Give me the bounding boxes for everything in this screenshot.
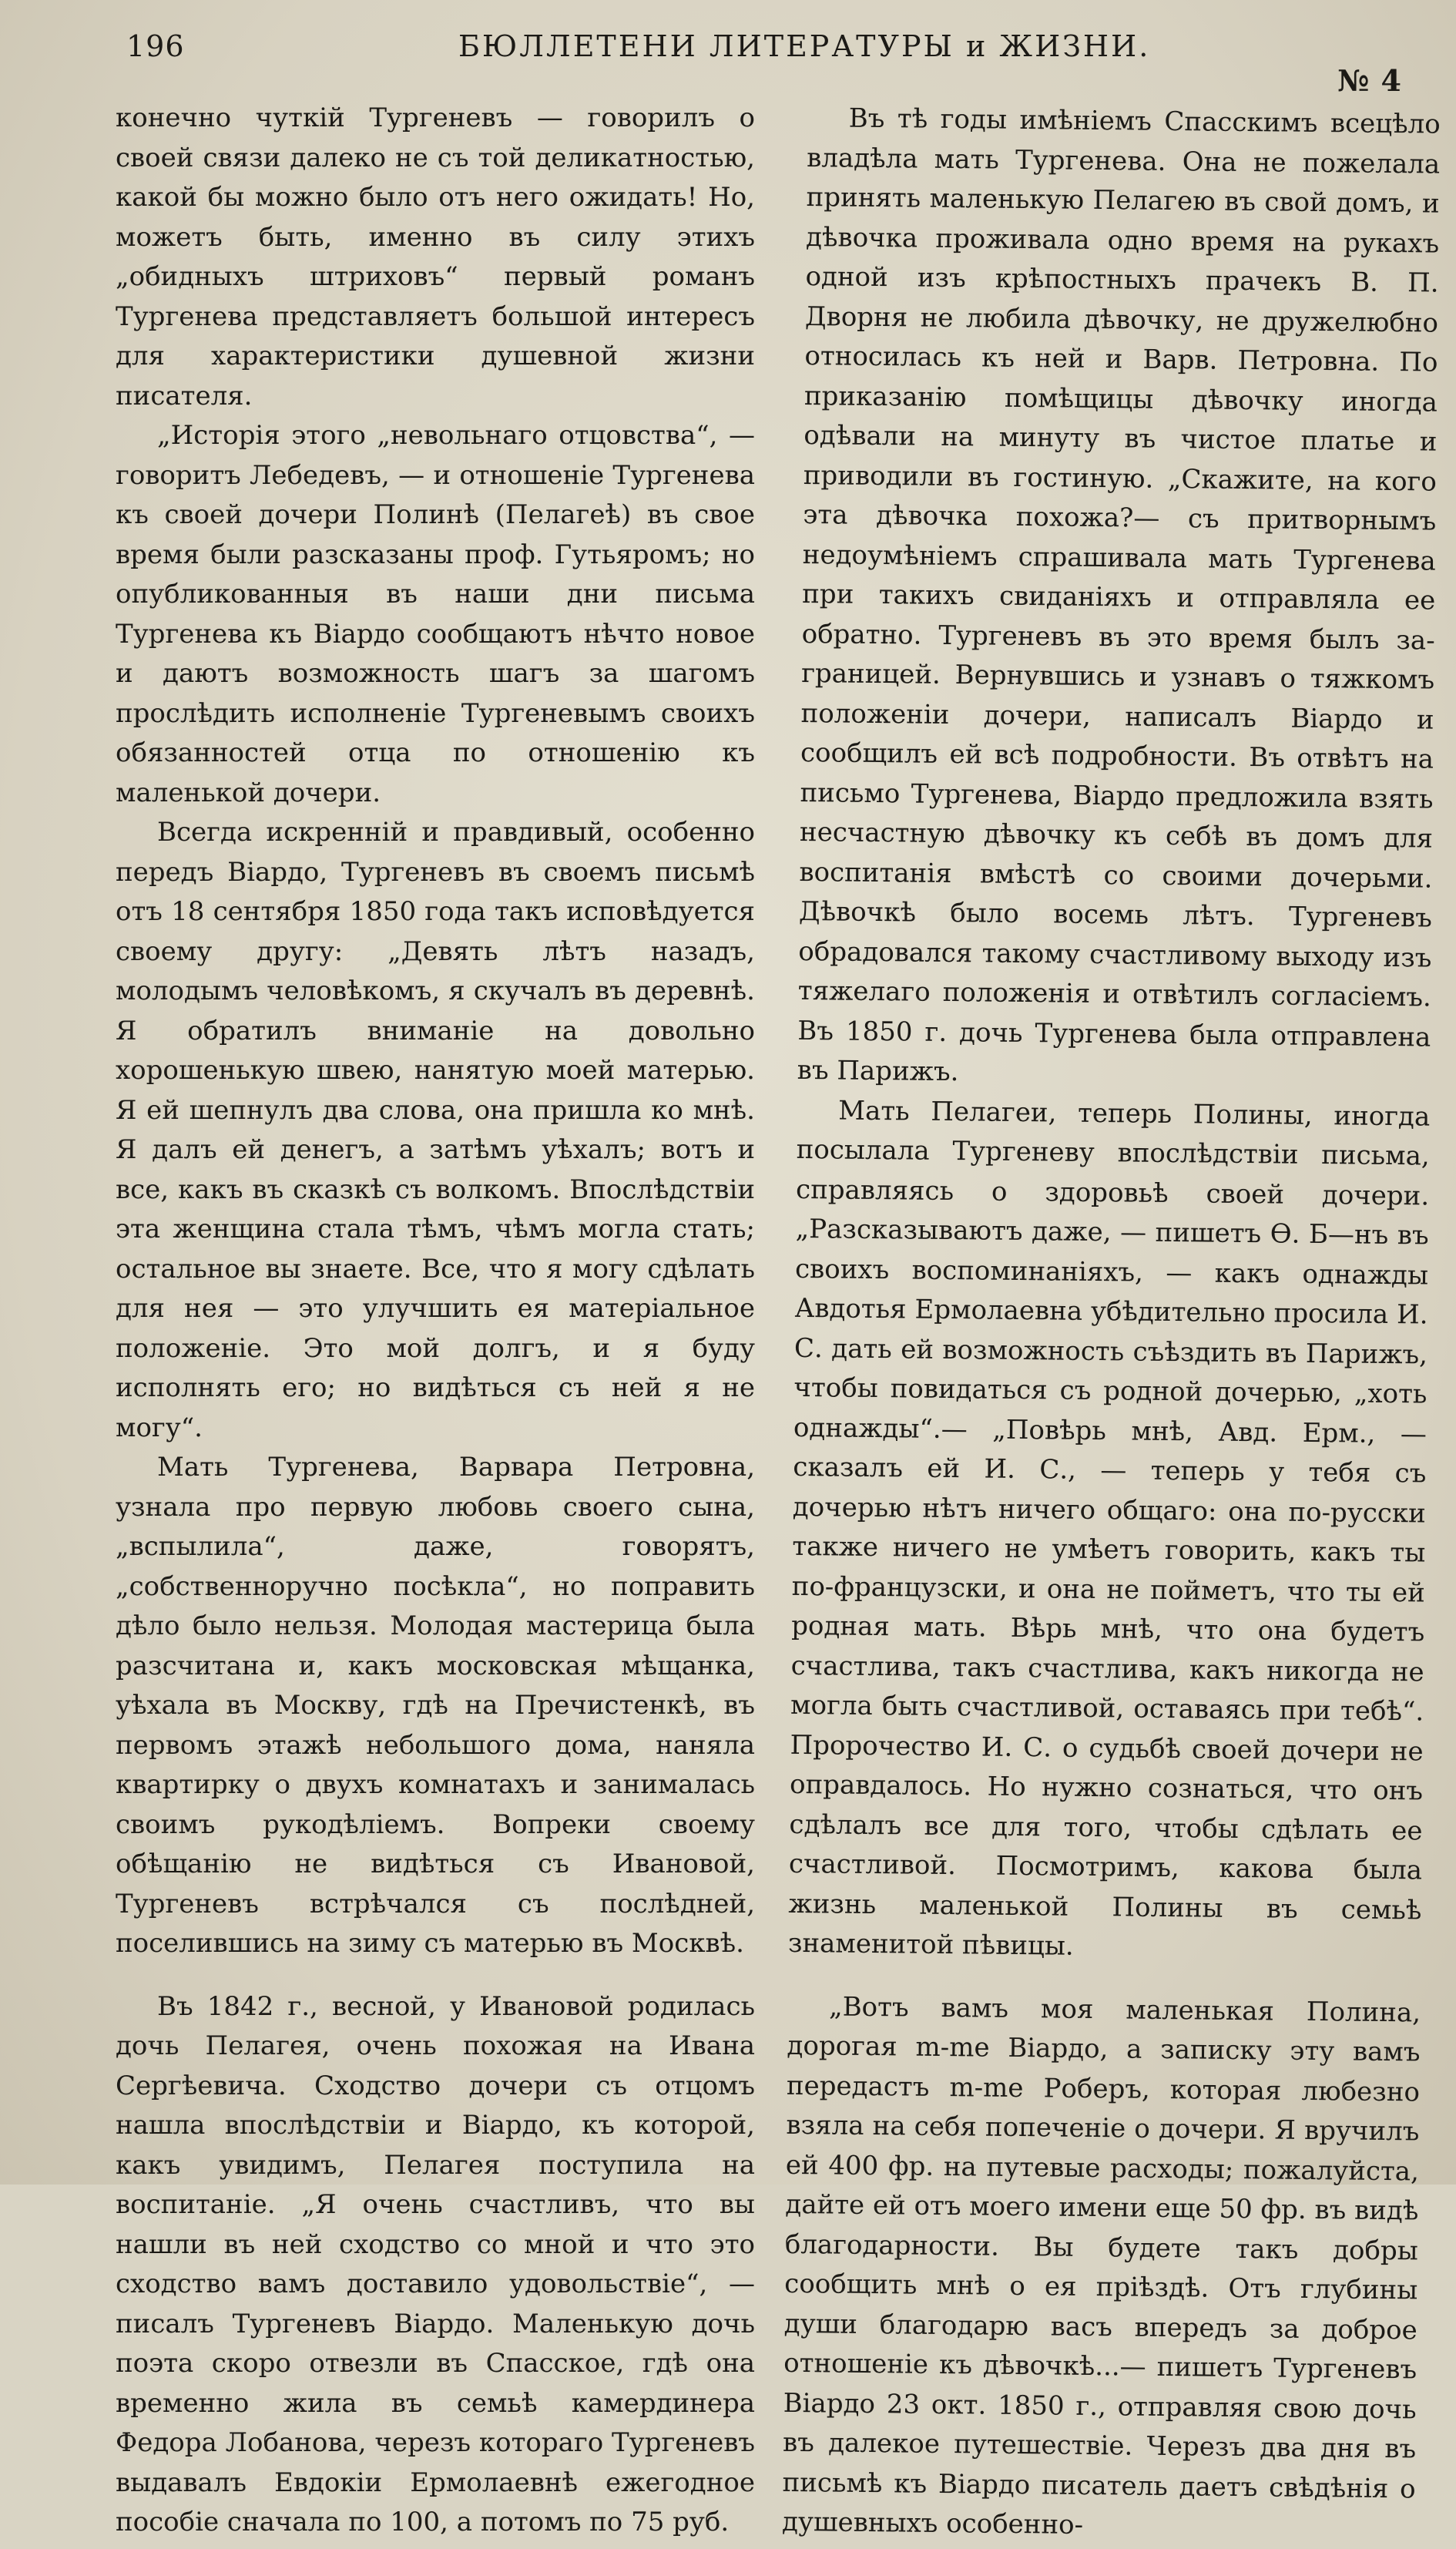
paragraph: конечно чуткій Тургеневъ — говорилъ о своей связи далеко не съ той деликатностью, какой бы можно было отъ него ожидать! Но, можетъ быть, именно въ силу этихъ „обидныхъ штриховъ“ первый романъ Тургенева представляетъ большой интересъ для характеристики душевной жизни писателя. <box>116 102 755 411</box>
paragraph: Въ тѣ годы имѣніемъ Спасскимъ всецѣло владѣла мать Тургенева. Она не пожелала принять маленькую Пелагею въ свой домъ, и дѣвочка проживала одно время на рукахъ одной изъ крѣпостныхъ прачекъ В. П. Дворня не любила дѣвочку, не дружелюбно относилась къ ней и Варв. Петровна. По приказанію помѣщицы дѣвочку иногда одѣвали на минуту въ чистое платье и приводили въ гостиную. „Скажите, на кого эта дѣвочка похожа?— съ притворнымъ недоумѣніемъ спрашивала мать Тургенева при такихъ свиданіяхъ и отправляла ее обратно. Тургеневъ въ это время былъ за-границей. Вернувшись и узнавъ о тяжкомъ положеніи дочери, написалъ Віардо и сообщилъ ей всѣ подробности. Въ отвѣтъ на письмо Тургенева, Віардо предложила взять несчастную дѣвочку къ себѣ въ домъ для воспитанія вмѣстѣ со своими дочерьми. Дѣвочкѣ было восемь лѣтъ. Тургеневъ обрадовался такому счастливому выходу изъ тяжелаго положенія и отвѣтилъ согласіемъ. Въ 1850 г. дочь Тургенева была отправлена въ Парижъ. <box>797 102 1441 1088</box>
running-title: БЮЛЛЕТЕНИ ЛИТЕРАТУРЫ и ЖИЗНИ. <box>458 29 1151 63</box>
paragraph: „Вотъ вамъ моя маленькая Полина, дорогая m-me Віардо, а записку эту вамъ передастъ m-me Роберъ, которая любезно взяла на себя попеченіе о дочери. Я вручилъ ей 400 фр. на путевые расходы; пожалуйста, дайте ей отъ моего имени еще 50 фр. въ видѣ благодарности. Вы будете такъ добры сообщить мнѣ о ея пріѣздѣ. Отъ глубины души благодарю васъ впередъ за доброе отношеніе къ дѣвочкѣ...— пишетъ Тургеневъ Віардо 23 окт. 1850 г., отправляя свою дочь въ далекое путешествіе. Черезъ два дня въ письмѣ къ Віардо писатель даетъ свѣдѣнія о душевныхъ особенно- <box>781 1990 1421 2541</box>
page-header <box>116 23 1410 100</box>
right-column <box>782 99 1441 2549</box>
page-number: 196 <box>126 29 185 63</box>
paragraph: Въ 1842 г., весной, у Ивановой родилась дочь Пелагея, очень похожая на Ивана Сергѣевича. Сходство дочери съ отцомъ нашла впослѣдствіи и Віардо, къ которой, какъ увидимъ, Пелагея поступила на воспитаніе. „Я очень счастливъ, что вы нашли въ ней сходство со мной и что это сходство вамъ доставило удовольствіе“, — писалъ Тургеневъ Віардо. Маленькую дочь поэта скоро отвезли въ Спасское, гдѣ она временно жила въ семьѣ камердинера Федора Лобанова, черезъ котораго Тургеневъ выдавалъ Евдокіи Ермолаевнѣ ежегодное пособіе сначала по 100, а потомъ по 75 руб. <box>116 1990 755 2537</box>
issue-number: № 4 <box>1337 63 1402 98</box>
text-columns <box>116 99 1441 2541</box>
left-column <box>116 99 755 2543</box>
paragraph: Мать Пелагеи, теперь Полины, иногда посылала Тургеневу впослѣдствіи письма, справляясь о здоровьѣ своей дочери. „Разсказываютъ даже, — пишетъ Ѳ. Б—нъ въ своихъ воспоминаніяхъ, — какъ однажды Авдотья Ермолаевна убѣдительно просила И. С. дать ей возможность съѣздить въ Парижъ, чтобы повидаться съ родной дочерью, „хоть однажды“.— „Повѣрь мнѣ, Авд. Ерм., — сказалъ ей И. С., — теперь у тебя съ дочерью нѣтъ ничего общаго: она по-русски также ничего не умѣетъ говорить, какъ ты по-французски, и она не пойметъ, что ты ей родная мать. Вѣрь мнѣ, что она будетъ счастлива, такъ счастлива, какъ никогда не могла быть счастливой, оставаясь при тебѣ“. Пророчество И. С. о судьбѣ своей дочери не оправдалось. Но нужно сознаться, что онъ сдѣлалъ все для того, чтобы сдѣлать ее счастливой. Посмотримъ, какова была жизнь маленькой Полины въ семьѣ знаменитой пѣвицы. <box>787 1094 1431 1962</box>
paragraph: Всегда искренній и правдивый, особенно передъ Віардо, Тургеневъ въ своемъ письмѣ отъ 18 сентября 1850 года такъ исповѣдуется своему другу: „Девять лѣтъ назадъ, молодымъ человѣкомъ, я скучалъ въ деревнѣ. Я обратилъ вниманіе на довольно хорошенькую швею, нанятую моей матерью. Я ей шепнулъ два слова, она пришла ко мнѣ. Я далъ ей денегъ, а затѣмъ уѣхалъ; вотъ и все, какъ въ сказкѣ съ волкомъ. Впослѣдствіи эта женщина стала тѣмъ, чѣмъ могла стать; остальное вы знаете. Все, что я могу сдѣлать для нея — это улучшить ея матеріальное положеніе. Это мой долгъ, и я буду исполнять его; но видѣться съ ней я не могу“. <box>116 817 755 1443</box>
paragraph: Мать Тургенева, Варвара Петровна, узнала про первую любовь своего сына, „вспылила“, даже, говорятъ, „собственноручно посѣкла“, но поправить дѣло было нельзя. Молодая мастерица была разсчитана и, какъ московская мѣщанка, уѣхала въ Москву, гдѣ на Пречистенкѣ, въ первомъ этажѣ небольшого дома, наняла квартирку о двухъ комнатахъ и занималась своимъ рукодѣліемъ. Вопреки своему обѣщанію не видѣться съ Ивановой, Тургеневъ встрѣчался съ послѣдней, поселившись на зиму съ матерью въ Москвѣ. <box>116 1452 755 1959</box>
paragraph: „Исторія этого „невольнаго отцовства“, — говоритъ Лебедевъ, — и отношеніе Тургенева къ своей дочери Полинѣ (Пелагеѣ) въ свое время были разсказаны проф. Гутьяромъ; но опубликованныя въ наши дни письма Тургенева къ Віардо сообщаютъ нѣчто новое и даютъ возможность шагъ за шагомъ прослѣдить исполненіе Тургеневымъ своихъ обязанностей отца по отношенію къ маленькой дочери. <box>116 420 755 808</box>
